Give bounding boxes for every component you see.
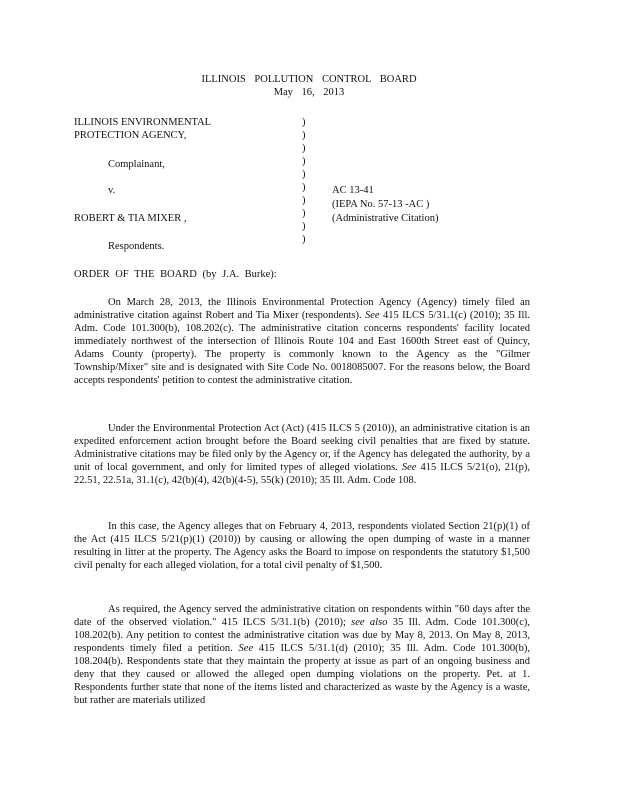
paragraph-1-text-b: 415 ILCS 5/31.1(c) (2010); 35 Ill. Adm. Code 101.300(b), 108.202(c). The administrative citation concerns respondents' facility located immediately northwest of the intersection of Illinois Route 104 and East 1600th Street east of Quincy, Adams County (property). The property is commonly known to the Agency as the "Gilmer Township/Mixer" site and is designated with Site Code No. 0018085007. For the reasons below, the Board accepts respondents' petition to contest the administrative citation.: [74, 310, 530, 386]
caption-paren: ): [302, 195, 306, 206]
caption-paren: ): [302, 130, 306, 141]
respondent-name: ROBERT & TIA MIXER ,: [74, 213, 187, 224]
complainant-name-line2: PROTECTION AGENCY,: [74, 130, 187, 141]
caption-paren: ): [302, 208, 306, 219]
case-number: AC 13-41: [332, 185, 374, 196]
paragraph-3: [74, 520, 530, 572]
citation-signal: See: [238, 643, 254, 654]
caption-paren: ): [302, 182, 306, 193]
caption-paren: ): [302, 221, 306, 232]
complainant-name-line1: ILLINOIS ENVIRONMENTAL: [74, 117, 212, 128]
order-date: May 16, 2013: [273, 87, 345, 98]
paragraph-4-text-b: 35 Ill. Adm. Code 101.300(c), 108.202(b). Any petition to contest the administrative citation was due by May 8, 2013. On May 8, 2013, respondents timely filed a petition.: [74, 617, 530, 654]
respondent-label: Respondents.: [108, 241, 165, 252]
caption-paren-column: [302, 116, 306, 246]
citation-signal: See: [365, 310, 380, 321]
paragraph-4-text-a: As required, the Agency served the administrative citation on respondents within "60 days after the date of the observed violation." 415 ILCS 5/31.1(b) (2010);: [74, 604, 530, 628]
case-type: (Administrative Citation): [332, 213, 439, 224]
iepa-number: (IEPA No. 57-13 -AC ): [332, 199, 430, 210]
paragraph-1: [74, 296, 530, 387]
paragraph-4-text-c: 415 ILCS 5/31.1(d) (2010); 35 Ill. Adm. Code 101.300(b), 108.204(b). Respondents state that they maintain the property at issue as part of an ongoing business and deny that they caused or allowed the alleged open dumping violations on the property. Pet. at 1. Respondents further state that none of the items listed and characterized as waste by the Agency is a waste, but rather are materials utilized: [74, 643, 531, 706]
caption-paren: ): [302, 143, 306, 154]
caption-paren: ): [302, 169, 306, 180]
board-title: ILLINOIS POLLUTION CONTROL BOARD: [201, 74, 417, 85]
caption-paren: ): [302, 234, 306, 245]
complainant-label: Complainant,: [108, 159, 165, 170]
citation-signal: see also: [351, 617, 388, 628]
paragraph-2: [74, 422, 530, 487]
paragraph-2-text-b: 415 ILCS 5/21(o), 21(p), 22.51, 22.51a, 31.1(c), 42(b)(4), 42(b)(4-5), 55(k) (2010); 35 Ill. Adm. Code 108.: [74, 462, 530, 486]
paragraph-3-text: In this case, the Agency alleges that on February 4, 2013, respondents violated Section 21(p)(1) of the Act (415 ILCS 5/21(p)(1) (2010)) by causing or allowing the open dumping of waste in a manner resulting in litter at the property. The Agency asks the Board to impose on respondents the statutory $1,500 civil penalty for each alleged violation, for a total civil penalty of $1,500.: [74, 521, 530, 571]
paragraph-1-text-a: On March 28, 2013, the Illinois Environmental Protection Agency (Agency) timely filed an administrative citation against Robert and Tia Mixer (respondents).: [74, 297, 530, 321]
caption-paren: ): [302, 156, 306, 167]
paragraph-2-text-a: Under the Environmental Protection Act (Act) (415 ILCS 5 (2010)), an administrative citation is an expedited enforcement action brought before the Board seeking civil penalties that are fixed by statute. Administrative citations may be filed only by the Agency or, if the Agency has delegated the authority, by a unit of local government, and only for limited types of alleged violations.: [74, 423, 530, 473]
citation-signal: See: [401, 462, 417, 473]
caption-paren: ): [302, 117, 306, 128]
paragraph-4: [74, 603, 530, 707]
order-heading: ORDER OF THE BOARD (by J.A. Burke):: [74, 269, 277, 280]
versus-label: v.: [108, 185, 116, 196]
